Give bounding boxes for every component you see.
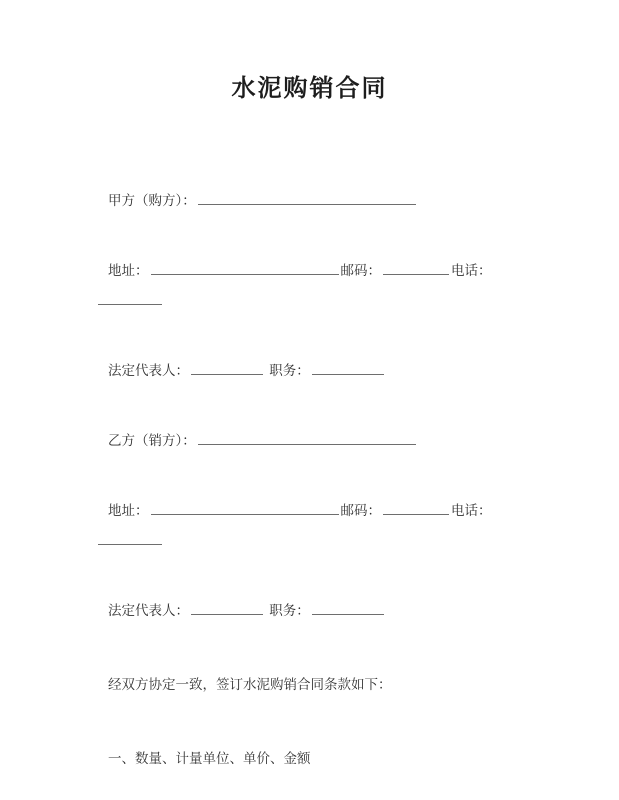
buyer-party-label: 甲方（购方）：: [108, 193, 196, 209]
page-title: 水泥购销合同: [231, 74, 388, 102]
seller-party-label: 乙方（销方）：: [108, 433, 196, 449]
buyer-representative-field[interactable]: [191, 361, 263, 375]
buyer-party-field[interactable]: [198, 191, 416, 205]
buyer-address-line: [108, 256, 508, 286]
seller-representative-line: [108, 596, 508, 626]
seller-address-field[interactable]: [151, 501, 339, 515]
spacer: [108, 316, 508, 356]
seller-phone-field[interactable]: [98, 531, 162, 545]
seller-party-line: [108, 426, 508, 456]
seller-address-label: 地址：: [108, 503, 149, 519]
buyer-duty-field[interactable]: [312, 361, 384, 375]
spacer: [108, 556, 508, 596]
agreement-statement: 经双方协定一致，签订水泥购销合同条款如下：: [108, 677, 392, 693]
seller-duty-label: 职务：: [269, 603, 310, 619]
seller-address-line: [108, 496, 508, 526]
seller-phone-continuation-line: [108, 526, 508, 556]
seller-postcode-label: 邮码：: [340, 503, 381, 519]
spacer: [108, 386, 508, 426]
buyer-address-label: 地址：: [108, 263, 149, 279]
seller-phone-label: 电话：: [451, 503, 492, 519]
section-one-heading: 一、数量、计量单位、单价、金额: [108, 751, 311, 767]
buyer-duty-label: 职务：: [269, 363, 310, 379]
buyer-address-field[interactable]: [151, 261, 339, 275]
buyer-party-line: [108, 186, 508, 216]
spacer: [108, 700, 508, 744]
seller-postcode-field[interactable]: [383, 501, 449, 515]
contract-body: [108, 186, 508, 774]
seller-duty-field[interactable]: [312, 601, 384, 615]
buyer-representative-line: [108, 356, 508, 386]
spacer: [108, 216, 508, 256]
buyer-postcode-field[interactable]: [383, 261, 449, 275]
spacer: [108, 456, 508, 496]
buyer-phone-label: 电话：: [451, 263, 492, 279]
buyer-representative-label: 法定代表人：: [108, 363, 189, 379]
seller-representative-field[interactable]: [191, 601, 263, 615]
buyer-postcode-label: 邮码：: [340, 263, 381, 279]
buyer-phone-continuation-line: [108, 286, 508, 316]
buyer-phone-field[interactable]: [98, 291, 162, 305]
seller-representative-label: 法定代表人：: [108, 603, 189, 619]
spacer: [108, 626, 508, 670]
seller-party-field[interactable]: [198, 431, 416, 445]
